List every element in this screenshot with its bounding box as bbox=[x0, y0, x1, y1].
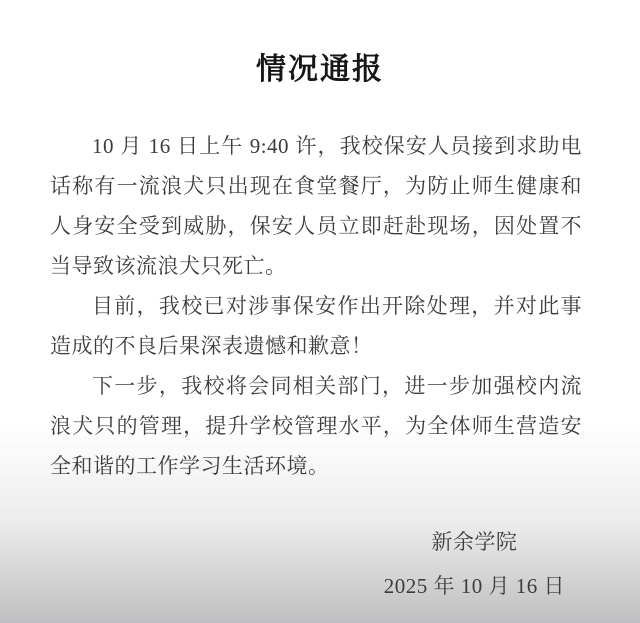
signature-organization: 新余学院 bbox=[431, 530, 518, 554]
signature-block bbox=[384, 520, 565, 608]
notice-title: 情况通报 bbox=[256, 53, 384, 86]
signature-date: 2025 年 10 月 16 日 bbox=[383, 574, 565, 598]
notice-body bbox=[50, 126, 582, 486]
notice-paragraph-1: 10 月 16 日上午 9:40 许，我校保安人员接到求助电话称有一流浪犬只出现在食堂餐厅，为防止师生健康和人身安全受到威胁，保安人员立即赶赴现场，因处置不当导致该流浪犬只死亡。 bbox=[50, 134, 582, 278]
notice-paragraph-3: 下一步，我校将会同相关部门，进一步加强校内流浪犬只的管理，提升学校管理水平，为全体师生营造安全和谐的工作学习生活环境。 bbox=[50, 374, 582, 478]
notice-paragraph-2: 目前，我校已对涉事保安作出开除处理，并对此事造成的不良后果深表遗憾和歉意！ bbox=[50, 294, 582, 358]
